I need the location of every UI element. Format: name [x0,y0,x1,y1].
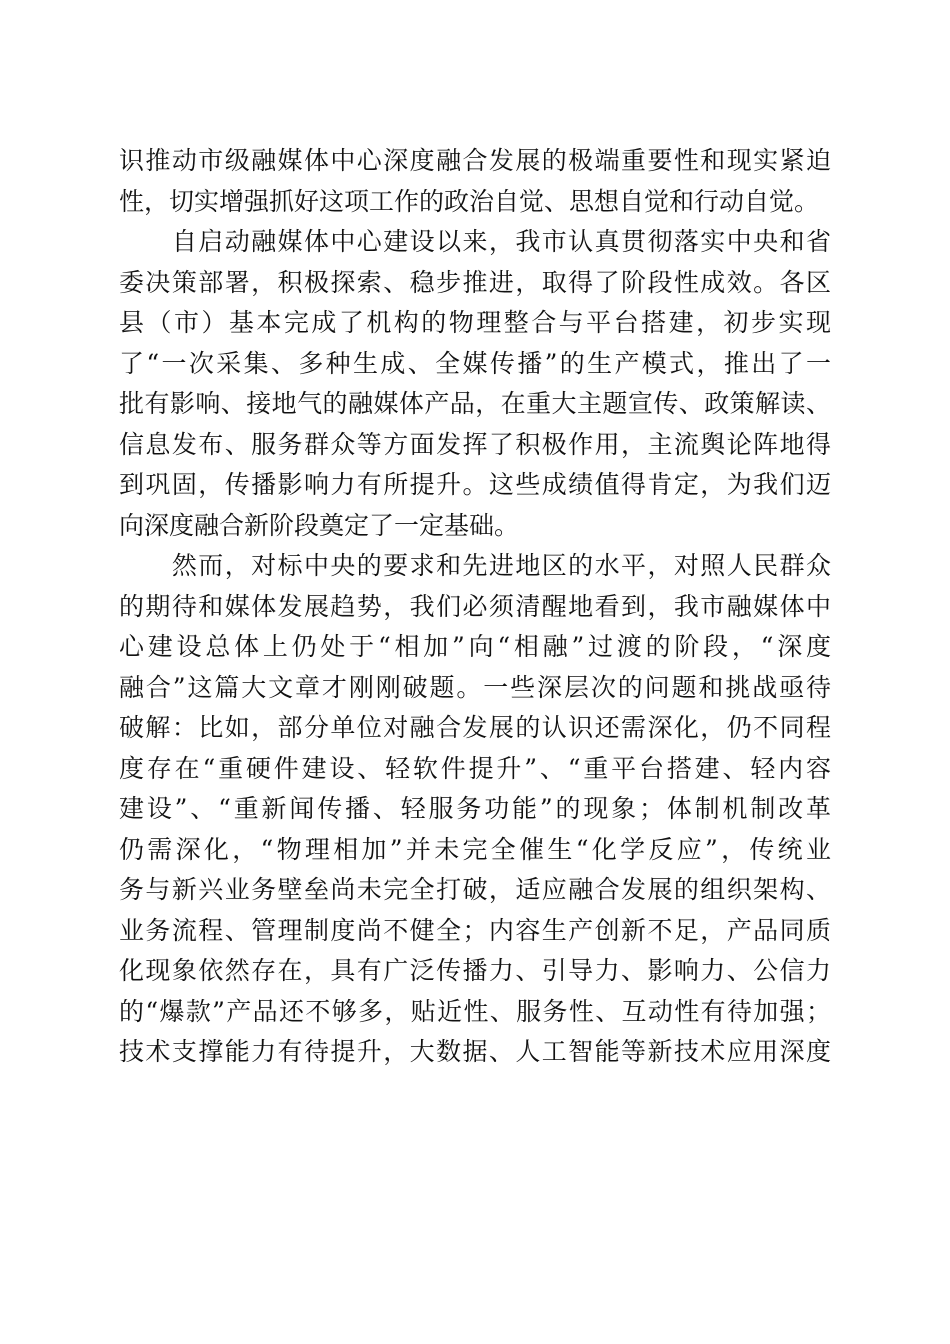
text-line: 技术支撑能力有待提升，大数据、人工智能等新技术应用深度 [119,1037,831,1066]
text-line: 心建设总体上仍处于“相加”向“相融”过渡的阶段，“深度 [119,632,831,661]
text-line: 性，切实增强抓好这项工作的政治自觉、思想自觉和行动自觉。 [119,186,820,216]
text-line: 破解：比如，部分单位对融合发展的认识还需深化，仍不同程 [119,713,831,742]
text-line: 仍需深化，“物理相加”并未完全催生“化学反应”，传统业 [119,834,831,864]
text-line: 自启动融媒体中心建设以来，我市认真贯彻落实中央和省 [119,227,831,256]
text-line: 的期待和媒体发展趋势，我们必须清醒地看到，我市融媒体中 [119,591,831,621]
text-line: 县（市）基本完成了机构的物理整合与平台搭建，初步实现 [119,308,831,337]
text-line: 度存在“重硬件建设、轻软件提升”、“重平台搭建、轻内容 [119,753,831,783]
text-line: 向深度融合新阶段奠定了一定基础。 [119,510,520,540]
text-line: 到巩固，传播影响力有所提升。这些成绩值得肯定，为我们迈 [119,470,831,499]
text-line: 委决策部署，积极探索、稳步推进，取得了阶段性成效。各区 [119,267,831,297]
text-line: 的“爆款”产品还不够多，贴近性、服务性、互动性有待加强； [119,996,831,1026]
text-line: 化现象依然存在，具有广泛传播力、引导力、影响力、公信力 [119,956,831,985]
text-line: 识推动市级融媒体中心深度融合发展的极端重要性和现实紧迫 [119,146,831,175]
text-line: 信息发布、服务群众等方面发挥了积极作用，主流舆论阵地得 [119,429,831,459]
text-line: 融合”这篇大文章才刚刚破题。一些深层次的问题和挑战亟待 [119,672,831,702]
text-line: 批有影响、接地气的融媒体产品，在重大主题宣传、政策解读、 [119,389,831,418]
body-text [119,141,831,1073]
text-line: 然而，对标中央的要求和先进地区的水平，对照人民群众 [119,551,831,580]
text-line: 建设”、“重新闻传播、轻服务功能”的现象；体制机制改革 [119,794,831,823]
text-line: 业务流程、管理制度尚不健全；内容生产创新不足，产品同质 [119,915,831,945]
text-line: 了“一次采集、多种生成、全媒传播”的生产模式，推出了一 [119,348,831,378]
text-line: 务与新兴业务壁垒尚未完全打破，适应融合发展的组织架构、 [119,875,831,904]
